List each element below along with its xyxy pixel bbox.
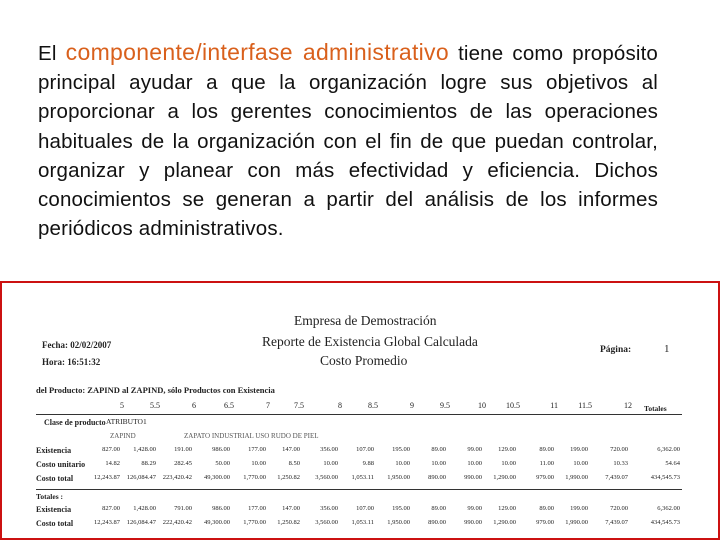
product-description: ZAPATO INDUSTRIAL USO RUDO DE PIEL [184, 432, 319, 440]
table-cell: 10.00 [573, 460, 588, 467]
table-cell: 99.00 [467, 505, 482, 512]
table-cell: 990.00 [464, 474, 482, 481]
table-cell: 1,250.82 [277, 519, 300, 526]
size-column-label: 10 [478, 401, 486, 410]
table-cell: 12,243.87 [94, 519, 120, 526]
table-cell: 6,362.00 [657, 505, 680, 512]
table-cell: 10.00 [467, 460, 482, 467]
table-cell: 1,950.00 [387, 519, 410, 526]
table-cell: 3,560.00 [315, 519, 338, 526]
table-cell: 107.00 [356, 446, 374, 453]
table-cell: 177.00 [248, 505, 266, 512]
table-cell: 10.00 [395, 460, 410, 467]
table-cell: 990.00 [464, 519, 482, 526]
table-cell: 199.00 [570, 505, 588, 512]
table-cell: 10.00 [251, 460, 266, 467]
table-cell: 1,428.00 [133, 505, 156, 512]
table-cell: 11.00 [539, 460, 554, 467]
table-cell: 434,545.73 [650, 474, 680, 481]
table-cell: 1,250.82 [277, 474, 300, 481]
table-cell: 720.00 [610, 446, 628, 453]
table-cell: 89.00 [539, 505, 554, 512]
table-row [2, 460, 718, 471]
table-cell: 6,362.00 [657, 446, 680, 453]
table-cell: 986.00 [212, 505, 230, 512]
report-company: Empresa de Demostración [294, 313, 437, 328]
table-cell: 1,990.00 [565, 474, 588, 481]
row-label: Costo total [36, 474, 74, 483]
table-cell: 1,053.11 [351, 519, 374, 526]
table-cell: 129.00 [498, 505, 516, 512]
table-cell: 177.00 [248, 446, 266, 453]
report-date: Fecha: 02/02/2007 [42, 340, 112, 350]
table-row [2, 474, 718, 485]
table-cell: 1,290.00 [493, 474, 516, 481]
table-cell: 791.00 [174, 505, 192, 512]
table-cell: 1,770.00 [243, 519, 266, 526]
size-column-label: 5 [120, 401, 124, 410]
totals-column-label: Totales [644, 404, 667, 413]
table-cell: 986.00 [212, 446, 230, 453]
totals-heading: Totales : [36, 492, 64, 501]
intro-rest: tiene como propósito principal ayudar a que la organización logre sus objetivos al proporcionar a los gerentes conocimientos de las operaciones habituales de la organización con el fin de que puedan controlar, organizar y planear con más efectividad y eficiencia. Dichos conocimientos se generan a partir del análisis de los informes periódicos administrativos. [38, 42, 658, 241]
table-cell: 1,428.00 [133, 446, 156, 453]
table-cell: 126,084.47 [126, 474, 156, 481]
table-cell: 147.00 [282, 505, 300, 512]
table-cell: 223,420.42 [162, 474, 192, 481]
table-cell: 49,300.00 [204, 519, 230, 526]
size-column-label: 12 [624, 401, 632, 410]
table-cell: 10.33 [613, 460, 628, 467]
size-column-label: 8 [338, 401, 342, 410]
report-subtitle: Costo Promedio [320, 353, 408, 368]
row-label: Existencia [36, 505, 72, 514]
product-range: del Producto: ZAPIND al ZAPIND, sólo Productos con Existencia [36, 385, 275, 395]
size-header [2, 401, 718, 413]
size-column-label: 6.5 [224, 401, 234, 410]
table-cell: 356.00 [320, 505, 338, 512]
table-cell: 7,439.07 [605, 474, 628, 481]
table-cell: 1,770.00 [243, 474, 266, 481]
table-row [2, 505, 718, 516]
table-cell: 890.00 [428, 519, 446, 526]
intro-paragraph [38, 38, 658, 243]
table-cell: 191.00 [174, 446, 192, 453]
table-cell: 1,053.11 [351, 474, 374, 481]
table-cell: 7,439.07 [605, 519, 628, 526]
table-cell: 10.00 [323, 460, 338, 467]
size-column-label: 8.5 [368, 401, 378, 410]
table-row [2, 519, 718, 530]
size-column-label: 7 [266, 401, 270, 410]
row-label: Costo total [36, 519, 74, 528]
table-cell: 890.00 [428, 474, 446, 481]
table-cell: 3,560.00 [315, 474, 338, 481]
table-cell: 9.88 [362, 460, 374, 467]
table-cell: 99.00 [467, 446, 482, 453]
table-cell: 827.00 [102, 446, 120, 453]
table-cell: 10.00 [501, 460, 516, 467]
table-cell: 10.00 [431, 460, 446, 467]
table-cell: 49,300.00 [204, 474, 230, 481]
table-cell: 827.00 [102, 505, 120, 512]
table-cell: 14.82 [105, 460, 120, 467]
table-cell: 979.00 [536, 519, 554, 526]
intro-highlight: componente/interfase administrativo [65, 39, 449, 65]
size-column-label: 11.5 [578, 401, 592, 410]
divider [36, 414, 682, 415]
table-cell: 89.00 [431, 446, 446, 453]
table-cell: 199.00 [570, 446, 588, 453]
table-cell: 1,950.00 [387, 474, 410, 481]
size-column-label: 6 [192, 401, 196, 410]
table-cell: 147.00 [282, 446, 300, 453]
size-column-label: 7.5 [294, 401, 304, 410]
table-cell: 50.00 [215, 460, 230, 467]
table-cell: 89.00 [539, 446, 554, 453]
table-cell: 434,545.73 [650, 519, 680, 526]
table-cell: 282.45 [174, 460, 192, 467]
size-column-label: 5.5 [150, 401, 160, 410]
size-column-label: 11 [550, 401, 558, 410]
size-column-label: 9.5 [440, 401, 450, 410]
table-cell: 129.00 [498, 446, 516, 453]
table-cell: 195.00 [392, 505, 410, 512]
page-label: Página: [600, 345, 632, 355]
table-cell: 222,420.42 [162, 519, 192, 526]
table-cell: 12,243.87 [94, 474, 120, 481]
table-cell: 1,990.00 [565, 519, 588, 526]
class-label: Clase de producto [44, 418, 106, 427]
intro-lead: El [38, 42, 57, 65]
page-value: 1 [664, 343, 670, 355]
product-code: ZAPIND [110, 432, 136, 440]
table-cell: 88.29 [141, 460, 156, 467]
table-cell: 720.00 [610, 505, 628, 512]
table-row [2, 446, 718, 457]
size-column-label: 10.5 [506, 401, 520, 410]
table-cell: 89.00 [431, 505, 446, 512]
report-screenshot [0, 281, 720, 540]
row-label: Costo unitario [36, 460, 86, 469]
table-cell: 107.00 [356, 505, 374, 512]
table-cell: 54.64 [665, 460, 680, 467]
table-cell: 126,084.47 [126, 519, 156, 526]
divider [36, 489, 682, 490]
report-time: Hora: 16:51:32 [42, 357, 101, 367]
row-label: Existencia [36, 446, 72, 455]
size-column-label: 9 [410, 401, 414, 410]
table-cell: 356.00 [320, 446, 338, 453]
table-cell: 195.00 [392, 446, 410, 453]
report-title: Reporte de Existencia Global Calculada [262, 334, 478, 349]
table-cell: 979.00 [536, 474, 554, 481]
attribute-label: ATRIBUTO1 [106, 417, 147, 426]
table-cell: 8.50 [288, 460, 300, 467]
table-cell: 1,290.00 [493, 519, 516, 526]
